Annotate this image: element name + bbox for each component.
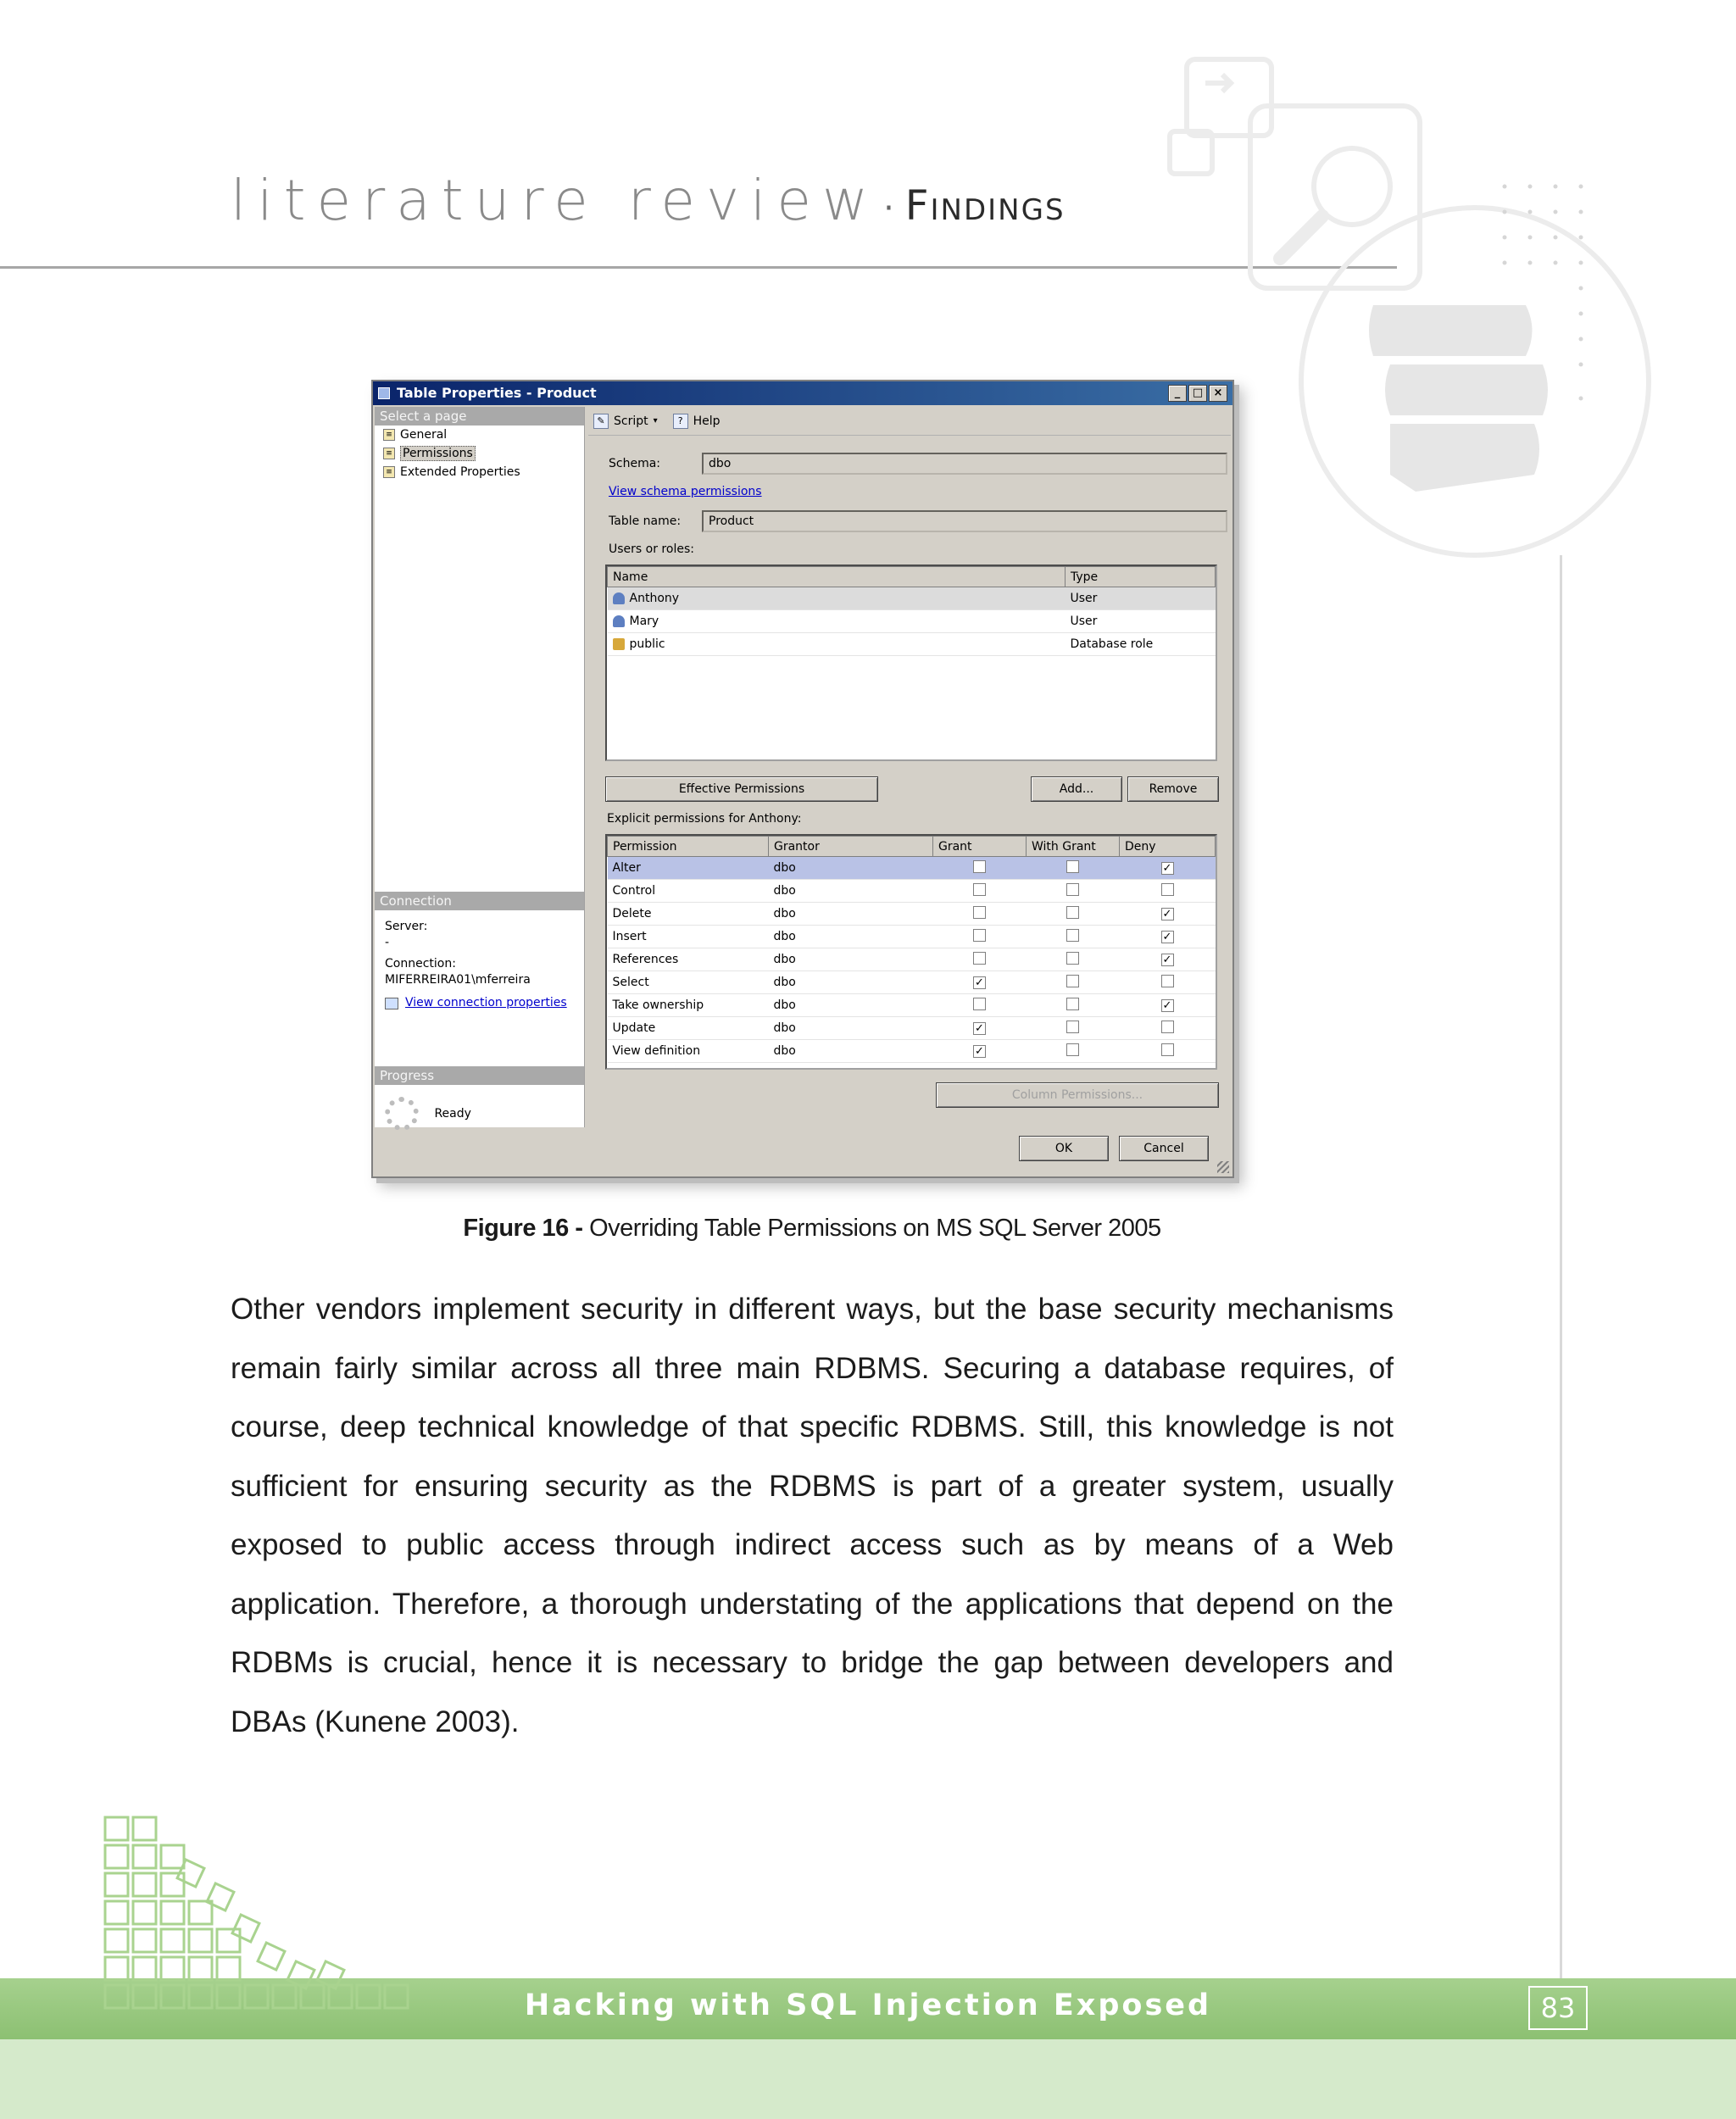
- footer-bottom-strip: [0, 2039, 1736, 2119]
- figure-caption-text: Overriding Table Permissions on MS SQL Server 2005: [589, 1215, 1161, 1242]
- decorative-squares-pattern: [100, 1812, 422, 2016]
- column-permissions-button[interactable]: Column Permissions...: [936, 1082, 1219, 1108]
- server-label: Server:: [385, 920, 428, 933]
- right-margin-rule: [1560, 555, 1562, 1979]
- users-grid[interactable]: [605, 565, 1217, 761]
- page-extended-properties[interactable]: ≡ Extended Properties: [375, 463, 584, 481]
- schema-field[interactable]: dbo: [702, 453, 1227, 475]
- deny-checkbox[interactable]: ✓: [1161, 908, 1174, 920]
- with-grant-checkbox[interactable]: [1066, 975, 1079, 987]
- page-icon: ≡: [383, 429, 395, 441]
- cancel-button[interactable]: Cancel: [1119, 1136, 1209, 1161]
- connection-section: [375, 892, 584, 1020]
- maximize-button[interactable]: □: [1188, 385, 1207, 402]
- page-permissions[interactable]: ≡ Permissions: [375, 444, 584, 463]
- add-button[interactable]: Add...: [1031, 776, 1122, 802]
- progress-status: Ready: [434, 1107, 471, 1121]
- view-schema-permissions-link[interactable]: View schema permissions: [609, 485, 762, 498]
- select-page-heading: Select a page: [375, 407, 584, 425]
- table-name-field[interactable]: Product: [702, 510, 1227, 532]
- user-icon: [613, 615, 625, 627]
- table-row[interactable]: Insert dbo ✓: [608, 926, 1216, 948]
- schema-link-row: [609, 485, 762, 498]
- with-grant-checkbox[interactable]: [1066, 860, 1079, 873]
- with-grant-checkbox[interactable]: [1066, 883, 1079, 896]
- connection-label: Connection:: [385, 957, 456, 971]
- progress-spinner-icon: [385, 1097, 419, 1131]
- table-row[interactable]: References dbo ✓: [608, 948, 1216, 971]
- column-header-with-grant[interactable]: With Grant: [1027, 837, 1120, 857]
- minimize-button[interactable]: _: [1168, 385, 1187, 402]
- grant-checkbox[interactable]: [973, 998, 986, 1010]
- table-row[interactable]: Delete dbo ✓: [608, 903, 1216, 926]
- grant-checkbox[interactable]: [973, 929, 986, 942]
- table-row[interactable]: View definition dbo ✓: [608, 1040, 1216, 1063]
- page-number: 83: [1528, 1986, 1588, 2030]
- deny-checkbox[interactable]: [1161, 883, 1174, 896]
- grant-checkbox[interactable]: ✓: [973, 1022, 986, 1035]
- script-button[interactable]: ✎ Script ▾: [593, 414, 658, 429]
- table-row[interactable]: Update dbo ✓: [608, 1017, 1216, 1040]
- deny-checkbox[interactable]: [1161, 1021, 1174, 1033]
- connection-properties-icon: [385, 998, 398, 1009]
- running-head: [231, 168, 1066, 233]
- permissions-page: [588, 407, 1231, 1127]
- script-icon: ✎: [593, 414, 609, 429]
- column-header-type[interactable]: Type: [1066, 567, 1216, 587]
- view-connection-properties-link[interactable]: View connection properties: [405, 996, 567, 1009]
- with-grant-checkbox[interactable]: [1066, 1043, 1079, 1056]
- with-grant-checkbox[interactable]: [1066, 1021, 1079, 1033]
- help-icon: ?: [673, 414, 688, 429]
- role-icon: [613, 638, 625, 650]
- grant-checkbox[interactable]: [973, 860, 986, 873]
- with-grant-checkbox[interactable]: [1066, 952, 1079, 965]
- column-header-deny[interactable]: Deny: [1120, 837, 1216, 857]
- table-row[interactable]: public Database role: [608, 633, 1216, 656]
- resize-grip-icon[interactable]: [1217, 1161, 1229, 1173]
- deny-checkbox[interactable]: ✓: [1161, 862, 1174, 875]
- schema-label: Schema:: [609, 457, 661, 470]
- column-header-permission[interactable]: Permission: [608, 837, 769, 857]
- progress-heading: Progress: [375, 1066, 584, 1085]
- grant-checkbox[interactable]: [973, 952, 986, 965]
- page-icon: ≡: [383, 448, 395, 459]
- column-header-grantor[interactable]: Grantor: [769, 837, 933, 857]
- footer-book-title: Hacking with SQL Injection Exposed: [524, 1988, 1212, 2022]
- window-icon: [378, 387, 390, 399]
- connection-value: MIFERREIRA01\mferreira: [385, 973, 531, 987]
- grant-checkbox[interactable]: [973, 906, 986, 919]
- decorative-books-illustration: [1161, 51, 1670, 576]
- dialog-title: Table Properties - Product: [397, 385, 597, 401]
- subsection-title: Findings: [904, 182, 1066, 230]
- page-icon: ≡: [383, 466, 395, 478]
- deny-checkbox[interactable]: ✓: [1161, 931, 1174, 943]
- deny-checkbox[interactable]: ✓: [1161, 999, 1174, 1012]
- table-row[interactable]: Mary User: [608, 610, 1216, 633]
- progress-section: [375, 1066, 584, 1139]
- table-name-label: Table name:: [609, 514, 682, 528]
- remove-button[interactable]: Remove: [1127, 776, 1219, 802]
- page-general[interactable]: ≡ General: [375, 425, 584, 444]
- table-row[interactable]: Alter dbo ✓: [608, 857, 1216, 880]
- chevron-down-icon: ▾: [653, 416, 658, 425]
- users-or-roles-label: Users or roles:: [609, 542, 694, 556]
- close-button[interactable]: ×: [1209, 385, 1227, 402]
- schema-row: [609, 453, 1227, 475]
- table-properties-dialog: [371, 380, 1234, 1178]
- with-grant-checkbox[interactable]: [1066, 929, 1079, 942]
- grant-checkbox[interactable]: [973, 883, 986, 896]
- figure-label: Figure 16 -: [463, 1215, 583, 1242]
- section-title: literature review: [231, 168, 879, 233]
- dialog-title-bar: [373, 381, 1232, 405]
- explicit-permissions-label: Explicit permissions for Anthony:: [607, 812, 802, 826]
- grant-checkbox[interactable]: ✓: [973, 976, 986, 989]
- deny-checkbox[interactable]: [1161, 975, 1174, 987]
- dialog-toolbar: [588, 407, 1231, 436]
- ok-button[interactable]: OK: [1019, 1136, 1109, 1161]
- body-paragraph: Other vendors implement security in different ways, but the base security mechanisms remain fairly similar across all three main RDBMS. Securing a database requires, of course, deep technical knowledge of that specific RDBMS. Still, this knowledge is not sufficient for ensuring security as the RDBMS is part of a greater system, usually exposed to public access through indirect access such as by means of a Web application. Therefore, a thorough understating of the applications that depend on the RDBMs is crucial, hence it is necessary to bridge the gap between developers and DBAs (Kunene 2003).: [231, 1293, 1394, 1738]
- column-header-name[interactable]: Name: [608, 567, 1066, 587]
- help-button[interactable]: ? Help: [673, 414, 721, 429]
- explicit-label-row: [607, 812, 801, 826]
- page-selector-pane: [375, 407, 585, 1127]
- table-row[interactable]: Select dbo ✓: [608, 971, 1216, 994]
- with-grant-checkbox[interactable]: [1066, 906, 1079, 919]
- table-name-row: [609, 510, 1227, 532]
- figure-caption: [0, 1215, 1624, 1243]
- server-value: -: [385, 936, 390, 949]
- deny-checkbox[interactable]: ✓: [1161, 954, 1174, 966]
- title-separator: ·: [883, 189, 894, 228]
- deny-checkbox[interactable]: [1161, 1043, 1174, 1056]
- column-header-grant[interactable]: Grant: [933, 837, 1027, 857]
- permissions-grid[interactable]: [605, 834, 1217, 1070]
- table-row[interactable]: Anthony User: [608, 587, 1216, 610]
- effective-permissions-button[interactable]: Effective Permissions: [605, 776, 878, 802]
- table-row[interactable]: Control dbo: [608, 880, 1216, 903]
- table-row[interactable]: Take ownership dbo ✓: [608, 994, 1216, 1017]
- with-grant-checkbox[interactable]: [1066, 998, 1079, 1010]
- connection-heading: Connection: [375, 892, 584, 910]
- users-label-row: [609, 542, 694, 556]
- user-icon: [613, 592, 625, 604]
- grant-checkbox[interactable]: ✓: [973, 1045, 986, 1058]
